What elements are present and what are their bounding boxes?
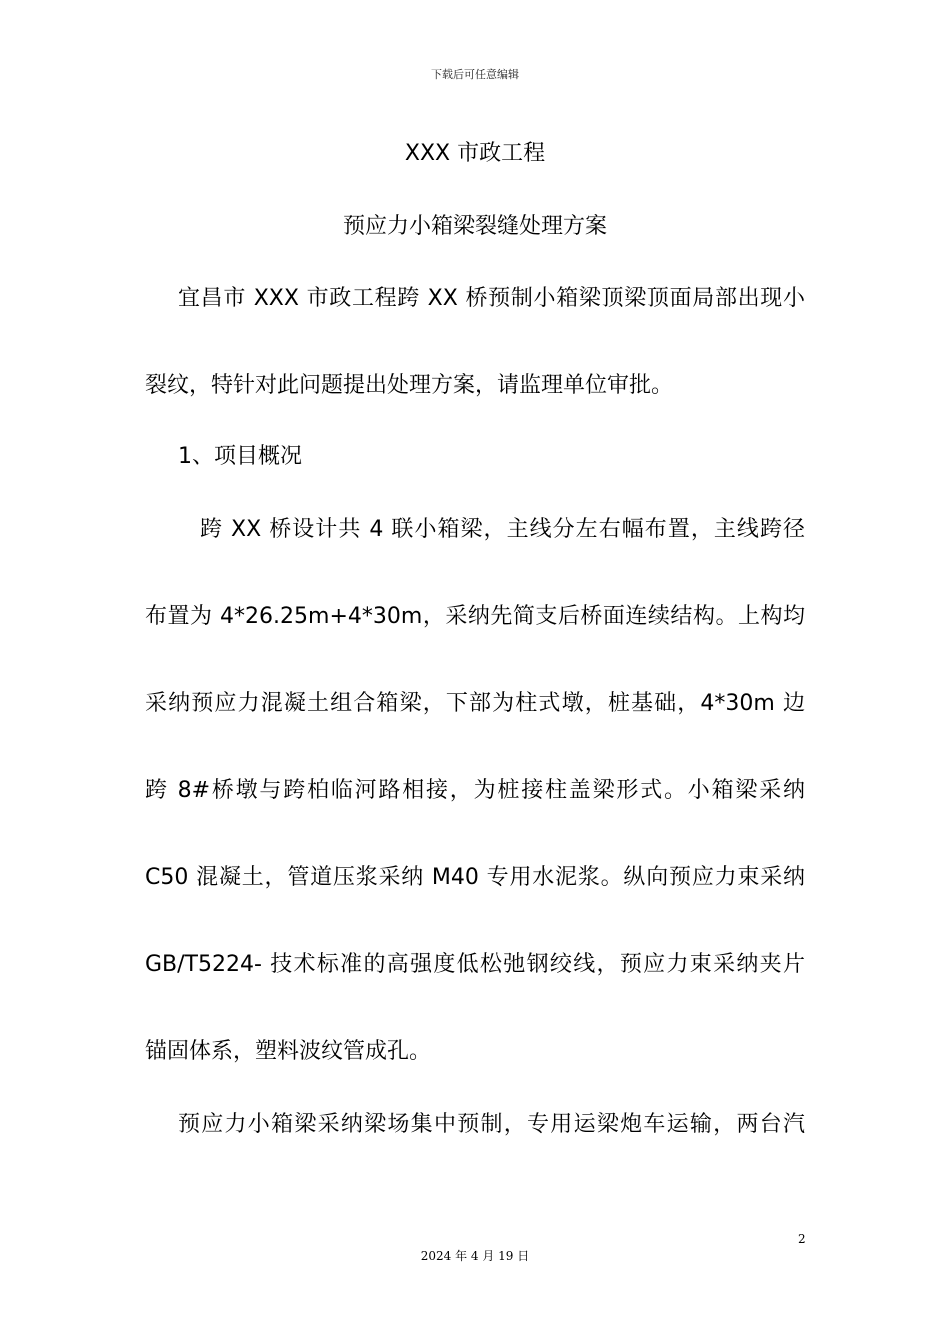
paragraph-line: C50 混凝土，管道压浆采纳 M40 专用水泥浆。纵向预应力束采纳 (145, 865, 805, 890)
paragraph-line: 预应力小箱梁采纳梁场集中预制，专用运梁炮车运输，两台汽 (178, 1112, 805, 1137)
footer-date: 2024 年 4 月 19 日 (420, 1249, 530, 1263)
paragraph-line: 采纳预应力混凝土组合箱梁，下部为柱式墩，桩基础，4*30m 边 (145, 691, 805, 716)
header-note: 下载后可任意编辑 (431, 68, 519, 81)
paragraph-line: 锚固体系，塑料波纹管成孔。 (145, 1039, 432, 1064)
paragraph-line: 跨 8#桥墩与跨柏临河路相接，为桩接柱盖梁形式。小箱梁采纳 (145, 778, 805, 803)
intro-line-2: 裂纹，特针对此问题提出处理方案，请监理单位审批。 (145, 373, 674, 398)
intro-line-1: 宜昌市 XXX 市政工程跨 XX 桥预制小箱梁顶梁顶面局部出现小 (178, 286, 805, 311)
document-title: XXX 市政工程 (404, 141, 546, 166)
paragraph-line: GB/T5224- 技术标准的高强度低松弛钢绞线，预应力束采纳夹片 (145, 952, 805, 977)
document-subtitle: 预应力小箱梁裂缝处理方案 (342, 214, 607, 239)
paragraph-line: 布置为 4*26.25m+4*30m，采纳先简支后桥面连续结构。上构均 (145, 604, 805, 629)
page-number: 2 (798, 1232, 806, 1246)
paragraph-line: 跨 XX 桥设计共 4 联小箱梁，主线分左右幅布置，主线跨径 (200, 517, 805, 542)
section-heading: 1、项目概况 (178, 444, 302, 469)
